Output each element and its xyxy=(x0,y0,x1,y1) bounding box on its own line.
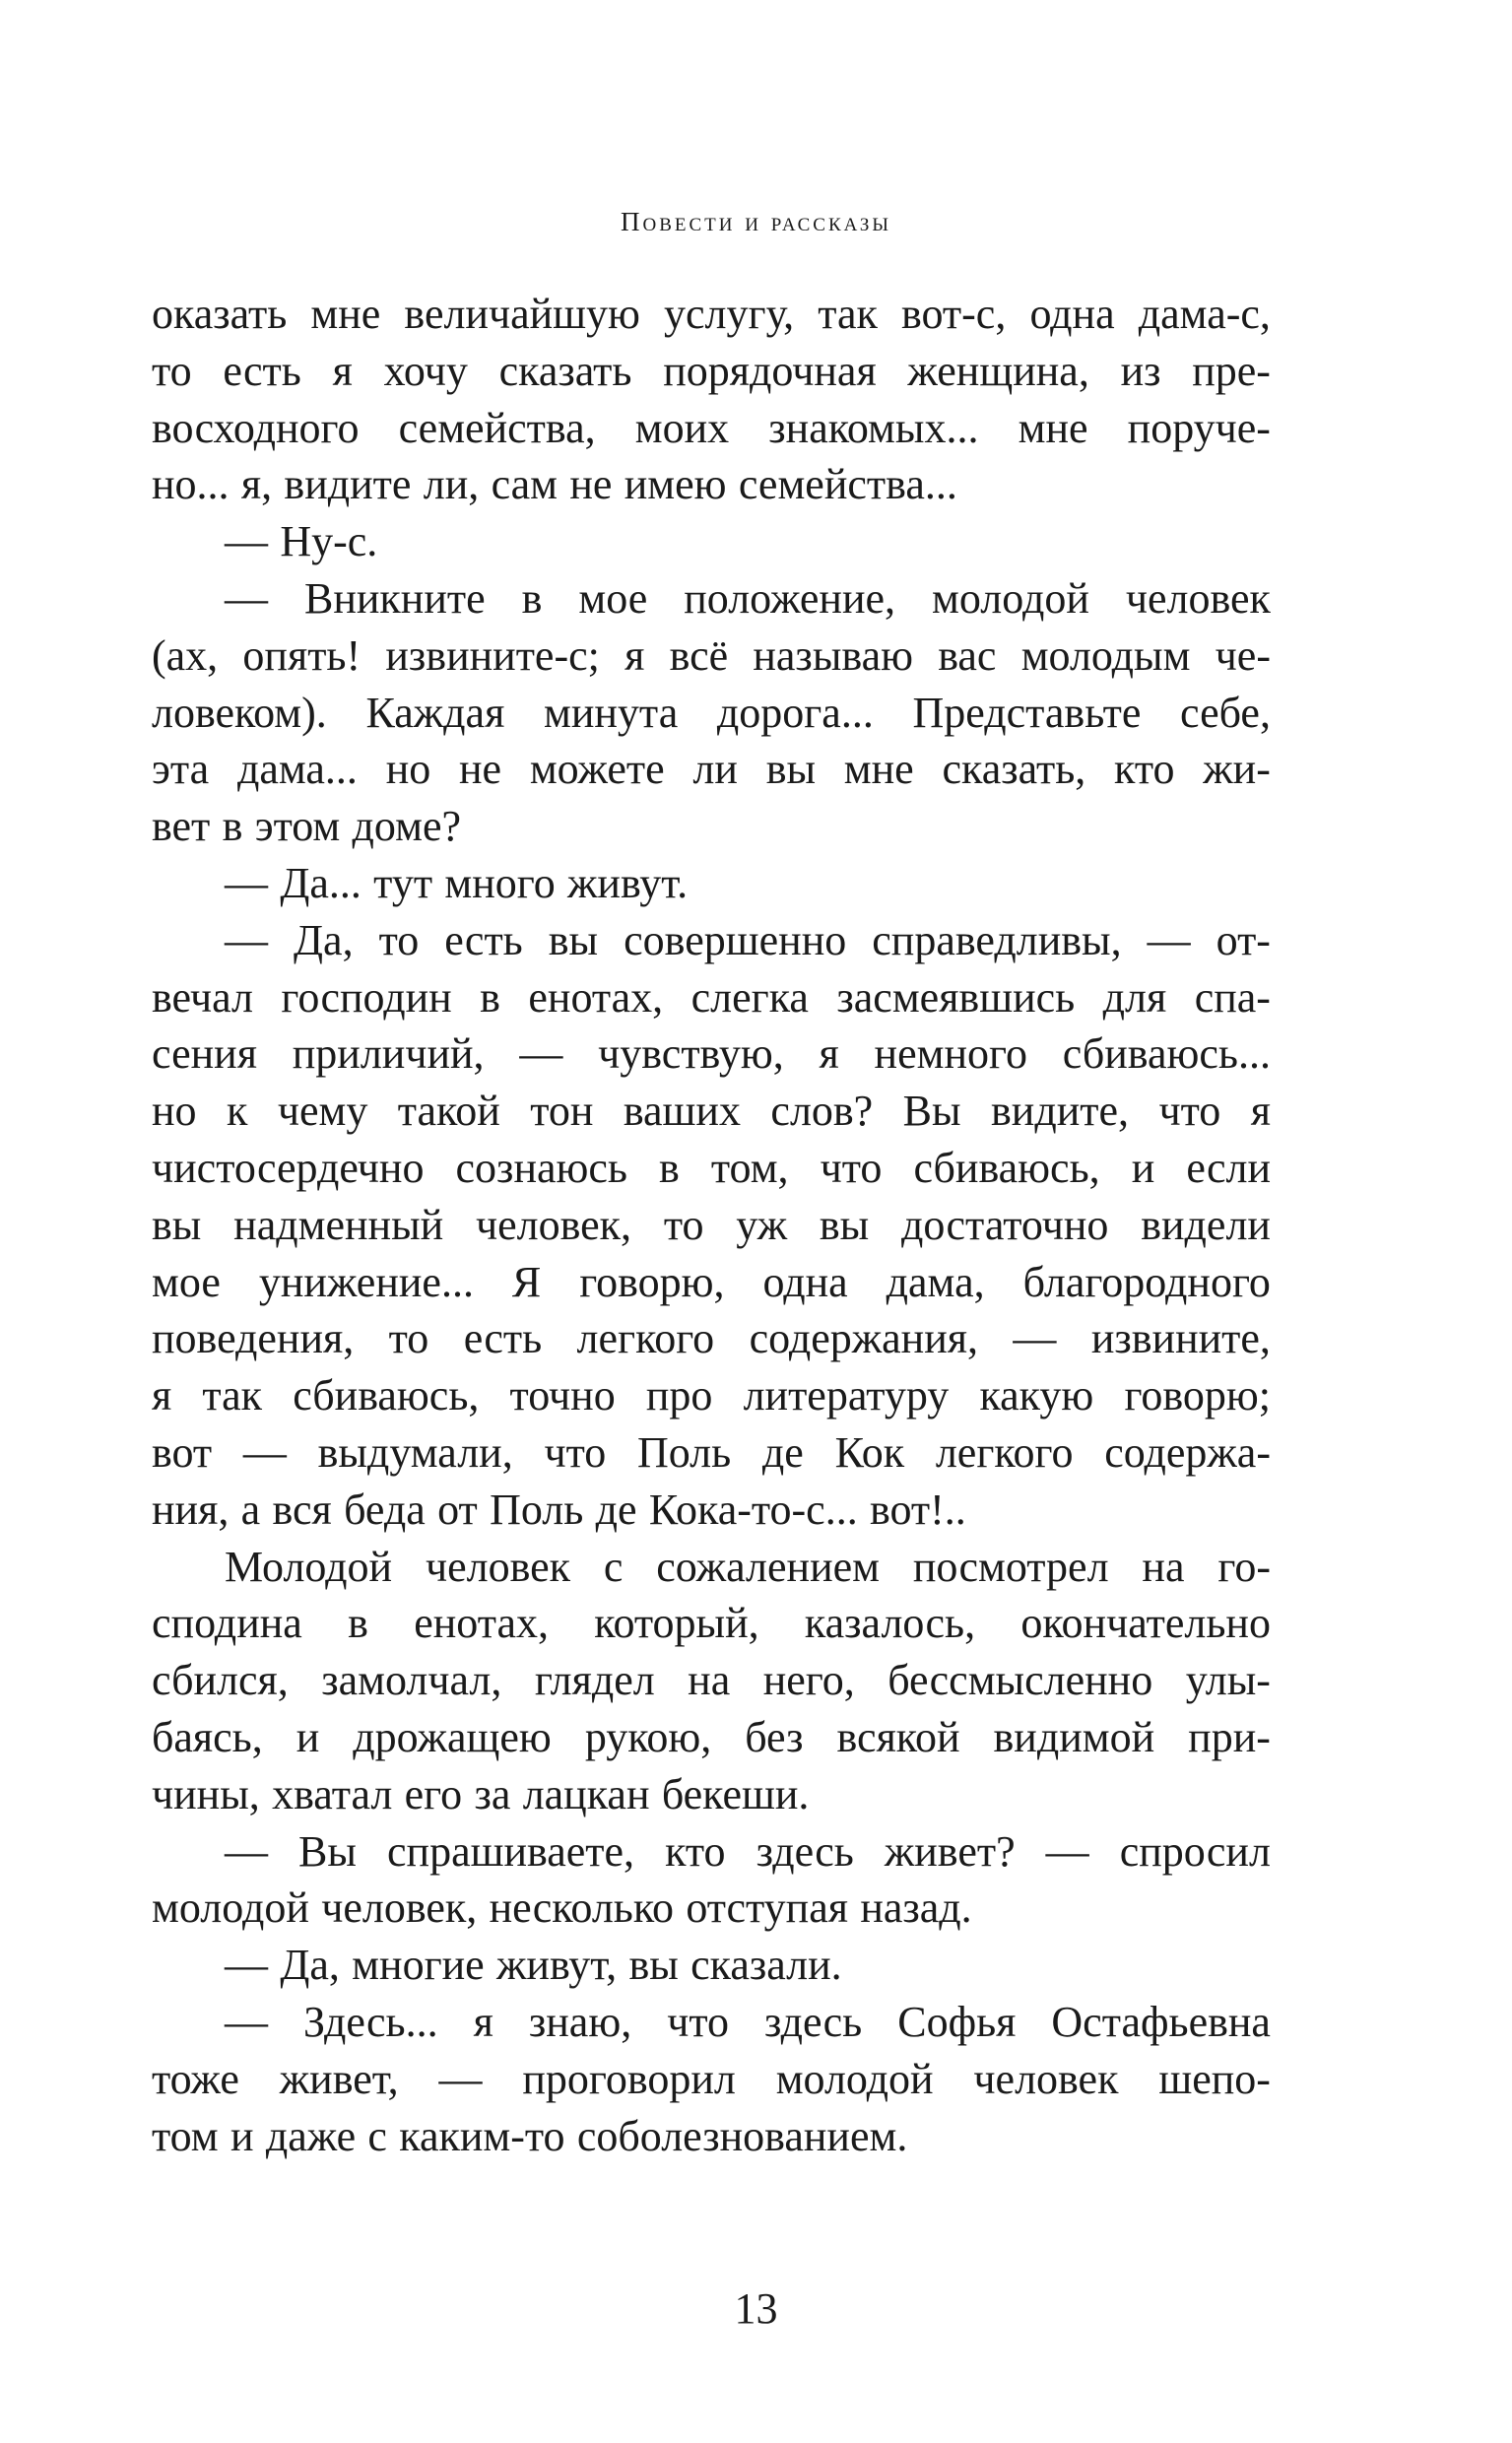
word: такой xyxy=(397,1087,500,1136)
word: легкого xyxy=(576,1314,715,1363)
word: кто xyxy=(1114,745,1175,794)
word: — xyxy=(225,858,268,907)
text-line xyxy=(152,1994,1271,2051)
word: че- xyxy=(1215,630,1271,680)
word: в xyxy=(222,802,243,851)
text-line xyxy=(152,513,1271,570)
word: Вы xyxy=(298,1826,357,1876)
word: видите xyxy=(284,460,412,509)
word: беда xyxy=(344,1485,426,1534)
running-head: Повести и рассказы xyxy=(621,207,891,236)
text-line xyxy=(152,1310,1271,1367)
word: хочу xyxy=(383,346,468,395)
word: — xyxy=(225,915,268,964)
word: ли xyxy=(692,745,738,794)
word: сказать, xyxy=(942,745,1086,794)
text-line xyxy=(152,1482,1271,1539)
word: в xyxy=(659,1143,680,1192)
word: сбился, xyxy=(152,1656,289,1705)
word: Здесь... xyxy=(303,1997,438,2046)
word: жи- xyxy=(1203,745,1271,794)
word: молодой xyxy=(152,1883,309,1933)
text-line xyxy=(152,1197,1271,1254)
word: человек, xyxy=(475,1200,632,1249)
word: за xyxy=(474,1769,511,1818)
word: Да, xyxy=(280,1941,340,1990)
word: оказать xyxy=(152,290,288,338)
word: кто xyxy=(665,1826,726,1876)
word: имею xyxy=(624,460,727,509)
word: вас xyxy=(938,630,997,680)
word: де xyxy=(761,1427,804,1477)
word: пре- xyxy=(1192,346,1271,395)
word: говорю; xyxy=(1124,1371,1271,1420)
text-line xyxy=(152,912,1271,969)
word: Да, xyxy=(294,915,354,964)
word: мне xyxy=(310,290,381,338)
word: справедливы, xyxy=(872,915,1122,964)
word: мне xyxy=(1018,403,1088,452)
word: говорю, xyxy=(579,1257,725,1306)
word: чувствую, xyxy=(598,1029,784,1079)
word: я xyxy=(1250,1087,1271,1136)
word: спрашиваете, xyxy=(387,1826,635,1876)
word: всякой xyxy=(836,1712,960,1761)
word: сам xyxy=(491,460,559,509)
text-line xyxy=(152,1140,1271,1197)
word: содержания, xyxy=(749,1314,979,1363)
text-line xyxy=(152,1083,1271,1140)
word: не xyxy=(569,460,613,509)
word: моих xyxy=(634,403,730,452)
word: порядочная xyxy=(663,346,877,395)
word: одна xyxy=(1029,290,1115,338)
word: величайшую xyxy=(404,290,640,338)
word: (ах, xyxy=(152,630,219,680)
word: сбиваюсь, xyxy=(293,1371,480,1420)
word: — xyxy=(225,517,268,566)
word: что xyxy=(820,1143,883,1192)
word: от- xyxy=(1216,915,1271,964)
text-line xyxy=(152,855,1271,912)
word: видели xyxy=(1141,1200,1271,1249)
word: поведения, xyxy=(152,1314,355,1363)
word: проговорил xyxy=(522,2054,736,2103)
word: сения xyxy=(152,1029,257,1079)
word: Софья xyxy=(897,1997,1017,2046)
word: — xyxy=(1147,915,1191,964)
word: — xyxy=(225,1826,268,1876)
word: видите, xyxy=(991,1087,1130,1136)
word: Ну-с. xyxy=(280,517,378,566)
word: казалось, xyxy=(804,1599,976,1648)
word: отступая xyxy=(686,1883,848,1933)
word: в xyxy=(521,573,543,623)
word: то xyxy=(152,346,192,395)
word: господин xyxy=(281,972,452,1022)
word: для xyxy=(1102,972,1167,1022)
word: что xyxy=(544,1427,607,1477)
word: том xyxy=(152,2111,219,2160)
word: баясь, xyxy=(152,1712,263,1761)
word: тоже xyxy=(152,2054,239,2103)
text-line xyxy=(152,570,1271,627)
word: легкого xyxy=(935,1427,1074,1477)
word: чистосердечно xyxy=(152,1143,425,1192)
word: молодым xyxy=(1020,630,1191,680)
word: так xyxy=(818,290,878,338)
text-line xyxy=(152,1367,1271,1424)
word: на xyxy=(688,1656,731,1705)
text-line xyxy=(152,1424,1271,1482)
word: унижение... xyxy=(258,1257,474,1306)
word: вы xyxy=(628,1941,679,1990)
word: при- xyxy=(1188,1712,1271,1761)
word: содержа- xyxy=(1104,1427,1271,1477)
word: ния, xyxy=(152,1485,230,1534)
word: в xyxy=(480,972,500,1022)
word: с xyxy=(367,2111,387,2160)
word: — xyxy=(438,2054,483,2103)
word: — xyxy=(242,1427,287,1477)
word: — xyxy=(519,1029,563,1079)
word: Поль xyxy=(490,1485,584,1534)
word: Кока-то-с... xyxy=(648,1485,858,1534)
word: достаточно xyxy=(901,1200,1109,1249)
word: но... xyxy=(152,460,230,509)
word: вы xyxy=(765,745,817,794)
word: молодой xyxy=(775,2054,934,2103)
word: назад. xyxy=(860,1883,972,1933)
word: тон xyxy=(530,1087,594,1136)
word: улы- xyxy=(1185,1656,1271,1705)
word: услугу, xyxy=(664,290,795,338)
word: соболезнованием. xyxy=(576,2111,908,2160)
word: слегка xyxy=(690,972,809,1022)
word: дама... xyxy=(236,745,358,794)
word: я, xyxy=(240,460,273,509)
text-line xyxy=(152,456,1271,513)
word: даже xyxy=(265,2111,357,2160)
text-line xyxy=(152,1025,1271,1083)
word: живет, xyxy=(279,2054,399,2103)
word: несколько xyxy=(489,1883,674,1933)
word: человек, xyxy=(321,1883,478,1933)
word: опять! xyxy=(242,630,362,680)
word: в xyxy=(348,1599,368,1648)
word: какую xyxy=(979,1371,1094,1420)
word: вы xyxy=(152,1200,202,1249)
word: шепо- xyxy=(1158,2054,1271,2103)
word: доме? xyxy=(352,802,461,851)
word: без xyxy=(745,1712,804,1761)
word: — xyxy=(225,1941,268,1990)
text-line xyxy=(152,1880,1271,1937)
word: хватал xyxy=(272,1769,393,1818)
word: вет xyxy=(152,802,211,851)
word: вы xyxy=(819,1200,870,1249)
word: глядел xyxy=(534,1656,655,1705)
word: есть xyxy=(223,346,301,395)
word: здесь xyxy=(764,1997,863,2046)
word: этом xyxy=(254,802,341,851)
text-line xyxy=(152,798,1271,855)
word: каким-то xyxy=(399,2111,565,2160)
word: а xyxy=(240,1485,261,1534)
word: сознаюсь xyxy=(455,1143,627,1192)
word: минута xyxy=(543,688,679,737)
word: сказали. xyxy=(690,1941,842,1990)
word: мне xyxy=(843,745,914,794)
word: немного xyxy=(874,1029,1027,1079)
word: видимой xyxy=(993,1712,1155,1761)
word: спа- xyxy=(1194,972,1271,1022)
text-line xyxy=(152,343,1271,400)
word: с xyxy=(603,1542,624,1591)
word: лацкан xyxy=(522,1769,650,1818)
word: человек xyxy=(973,2054,1119,2103)
word: много xyxy=(444,858,556,907)
word: я xyxy=(625,630,645,680)
word: надменный xyxy=(233,1200,444,1249)
word: называю xyxy=(753,630,913,680)
word: благородного xyxy=(1022,1257,1271,1306)
text-line xyxy=(152,1766,1271,1823)
text-line xyxy=(152,1823,1271,1881)
word: молодой xyxy=(932,573,1089,623)
word: том, xyxy=(710,1143,789,1192)
word: Поль xyxy=(636,1427,732,1477)
word: знакомых... xyxy=(768,403,979,452)
text-line xyxy=(152,1595,1271,1652)
text-line xyxy=(152,286,1271,343)
word: тут xyxy=(373,858,433,907)
word: из xyxy=(1120,346,1161,395)
text-line xyxy=(152,1709,1271,1766)
word: я xyxy=(332,346,353,395)
word: вот-с, xyxy=(901,290,1007,338)
word: на xyxy=(1142,1542,1185,1591)
page-number: 13 xyxy=(734,2284,778,2333)
word: Кок xyxy=(834,1427,905,1477)
word: посмотрел xyxy=(912,1542,1109,1591)
word: Остафьевна xyxy=(1051,1997,1271,2046)
word: точно xyxy=(509,1371,616,1420)
word: спросил xyxy=(1119,1826,1271,1876)
word: многие xyxy=(352,1941,485,1990)
word: поруче- xyxy=(1127,403,1271,452)
word: вы xyxy=(548,915,599,964)
word: сбиваюсь... xyxy=(1062,1029,1271,1079)
word: бессмысленно xyxy=(887,1656,1153,1705)
text-line xyxy=(152,400,1271,457)
word: я xyxy=(152,1371,172,1420)
word: восходного xyxy=(152,403,360,452)
word: вот xyxy=(152,1427,213,1477)
word: не xyxy=(458,745,502,794)
word: Да... xyxy=(280,858,362,907)
word: Я xyxy=(511,1257,542,1306)
word: так xyxy=(202,1371,263,1420)
word: окончательно xyxy=(1020,1599,1271,1648)
word: себе, xyxy=(1180,688,1271,737)
word: вечал xyxy=(152,972,253,1022)
word: знаю, xyxy=(528,1997,632,2046)
word: семейства, xyxy=(398,403,596,452)
word: ли, xyxy=(423,460,480,509)
body-text xyxy=(152,286,1271,2164)
word: то xyxy=(388,1314,429,1363)
word: уж xyxy=(736,1200,788,1249)
word: живут. xyxy=(567,858,689,907)
word: чему xyxy=(277,1087,368,1136)
text-line xyxy=(152,969,1271,1026)
word: можете xyxy=(529,745,665,794)
word: извините-с; xyxy=(385,630,600,680)
word: енотах, xyxy=(414,1599,549,1648)
word: Молодой xyxy=(225,1542,393,1591)
word: человек xyxy=(425,1542,570,1591)
word: вот!.. xyxy=(870,1485,966,1534)
word: мое xyxy=(152,1257,221,1306)
word: ловеком). xyxy=(152,688,327,737)
word: литературу xyxy=(743,1371,950,1420)
word: приличий, xyxy=(292,1029,485,1079)
text-line xyxy=(152,685,1271,742)
word: чины, xyxy=(152,1769,260,1818)
text-line xyxy=(152,1937,1271,1994)
word: есть xyxy=(463,1314,543,1363)
text-line xyxy=(152,1254,1271,1311)
word: то xyxy=(663,1200,704,1249)
word: дама, xyxy=(886,1257,985,1306)
word: я xyxy=(473,1997,493,2046)
word: Представьте xyxy=(912,688,1142,737)
word: выдумали, xyxy=(317,1427,513,1477)
word: его xyxy=(404,1769,463,1818)
word: сожалением xyxy=(656,1542,880,1591)
text-line xyxy=(152,1539,1271,1596)
word: всё xyxy=(669,630,729,680)
word: дама-с, xyxy=(1138,290,1271,338)
word: совершенно xyxy=(624,915,847,964)
text-line xyxy=(152,2051,1271,2108)
word: и xyxy=(1131,1143,1155,1192)
word: я xyxy=(819,1029,839,1079)
word: вся xyxy=(272,1485,332,1534)
word: извините, xyxy=(1090,1314,1271,1363)
word: к xyxy=(226,1087,248,1136)
word: дрожащею xyxy=(353,1712,552,1761)
word: го- xyxy=(1217,1542,1271,1591)
word: положение, xyxy=(684,573,896,623)
word: засмеявшись xyxy=(836,972,1076,1022)
word: Каждая xyxy=(365,688,505,737)
word: Вы xyxy=(902,1087,961,1136)
text-line xyxy=(152,741,1271,798)
word: от xyxy=(437,1485,478,1534)
word: здесь xyxy=(756,1826,854,1876)
word: если xyxy=(1186,1143,1271,1192)
word: — xyxy=(1013,1314,1057,1363)
word: эта xyxy=(152,745,210,794)
word: человек xyxy=(1125,573,1271,623)
word: ваших xyxy=(623,1087,741,1136)
word: замолчал, xyxy=(321,1656,502,1705)
word: енотах, xyxy=(528,972,664,1022)
word: живут, xyxy=(496,1941,618,1990)
word: но xyxy=(385,745,431,794)
word: который, xyxy=(594,1599,759,1648)
word: но xyxy=(152,1087,197,1136)
word: и xyxy=(230,2111,254,2160)
text-line xyxy=(152,1652,1271,1709)
word: живет? xyxy=(884,1826,1016,1876)
text-line xyxy=(152,627,1271,685)
word: рукою, xyxy=(584,1712,712,1761)
word: слов? xyxy=(770,1087,874,1136)
word: сподина xyxy=(152,1599,302,1648)
word: про xyxy=(645,1371,713,1420)
word: Вникните xyxy=(303,573,486,623)
word: что xyxy=(1158,1087,1221,1136)
word: то xyxy=(378,915,420,964)
word: сбиваюсь, xyxy=(913,1143,1100,1192)
text-line xyxy=(152,2108,1271,2165)
word: есть xyxy=(444,915,523,964)
word: де xyxy=(595,1485,637,1534)
word: сказать xyxy=(498,346,632,395)
word: одна xyxy=(762,1257,848,1306)
word: дорога... xyxy=(716,688,874,737)
word: него, xyxy=(762,1656,855,1705)
word: женщина, xyxy=(907,346,1089,395)
word: — xyxy=(1045,1826,1089,1876)
word: мое xyxy=(578,573,648,623)
word: что xyxy=(667,1997,729,2046)
word: — xyxy=(225,573,268,623)
word: семейства... xyxy=(738,460,957,509)
word: — xyxy=(225,1997,268,2046)
word: и xyxy=(296,1712,320,1761)
word: бекеши. xyxy=(661,1769,810,1818)
